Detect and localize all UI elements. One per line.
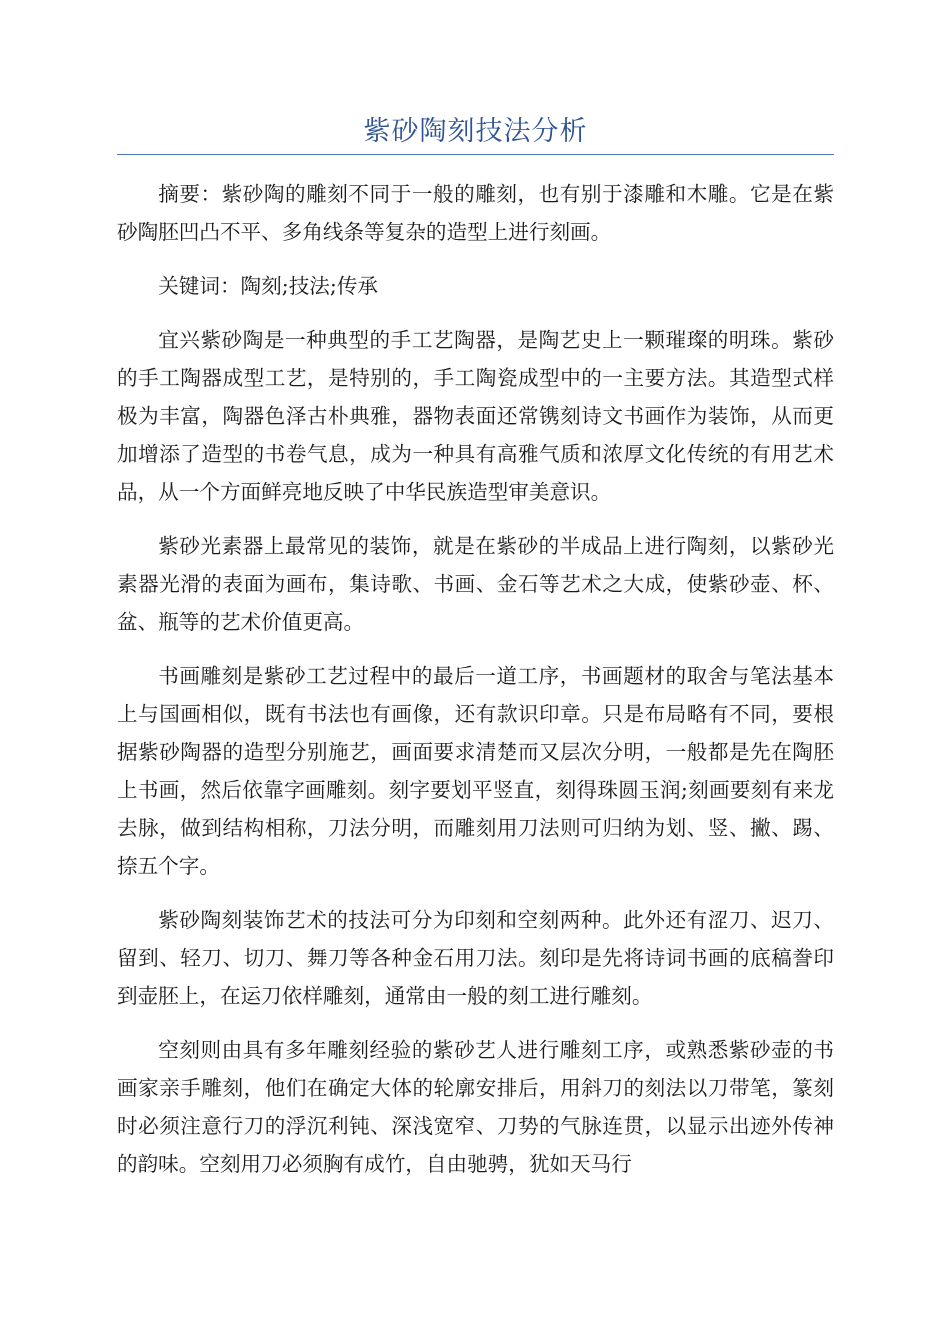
keywords-paragraph: 关键词：陶刻;技法;传承 — [158, 274, 379, 298]
document-title: 紫砂陶刻技法分析 — [363, 116, 588, 147]
body-paragraph: 紫砂光素器上最常见的装饰，就是在紫砂的半成品上进行陶刻，以紫砂光素器光滑的表面为画布，集诗歌、书画、金石等艺术之大成，使紫砂壶、杯、盆、瓶等的艺术价值更高。 — [117, 534, 834, 634]
body-paragraph: 宜兴紫砂陶是一种典型的手工艺陶器，是陶艺史上一颗璀璨的明珠。紫砂的手工陶器成型工艺，是特别的，手工陶瓷成型中的一主要方法。其造型式样极为丰富，陶器色泽古朴典雅，器物表面还常镌刻诗文书画作为装饰，从而更加增添了造型的书卷气息，成为一种具有高雅气质和浓厚文化传统的有用艺术品，从一个方面鲜亮地反映了中华民族造型审美意识。 — [117, 328, 834, 504]
abstract-paragraph: 摘要：紫砂陶的雕刻不同于一般的雕刻，也有别于漆雕和木雕。它是在紫砂陶胚凹凸不平、多角线条等复杂的造型上进行刻画。 — [117, 182, 834, 244]
body-paragraph: 空刻则由具有多年雕刻经验的紫砂艺人进行雕刻工序，或熟悉紫砂壶的书画家亲手雕刻，他们在确定大体的轮廓安排后，用斜刀的刻法以刀带笔，篆刻时必须注意行刀的浮沉利钝、深浅宽窄、刀势的气脉连贯，以显示出迹外传神的韵味。空刻用刀必须胸有成竹，自由驰骋，犹如天马行 — [117, 1038, 834, 1176]
title-underline — [117, 154, 834, 155]
body-paragraph: 紫砂陶刻装饰艺术的技法可分为印刻和空刻两种。此外还有涩刀、迟刀、留到、轻刀、切刀、舞刀等各种金石用刀法。刻印是先将诗词书画的底稿誊印到壶胚上，在运刀依样雕刻，通常由一般的刻工进行雕刻。 — [117, 908, 834, 1008]
document-body — [117, 175, 834, 1199]
body-paragraph: 书画雕刻是紫砂工艺过程中的最后一道工序，书画题材的取舍与笔法基本上与国画相似，既有书法也有画像，还有款识印章。只是布局略有不同，要根据紫砂陶器的造型分别施艺，画面要求清楚而又层次分明，一般都是先在陶胚上书画，然后依靠字画雕刻。刻字要划平竖直，刻得珠圆玉润;刻画要刻有来龙去脉，做到结构相称，刀法分明，而雕刻用刀法则可归纳为划、竖、撇、踢、捺五个字。 — [117, 664, 834, 878]
